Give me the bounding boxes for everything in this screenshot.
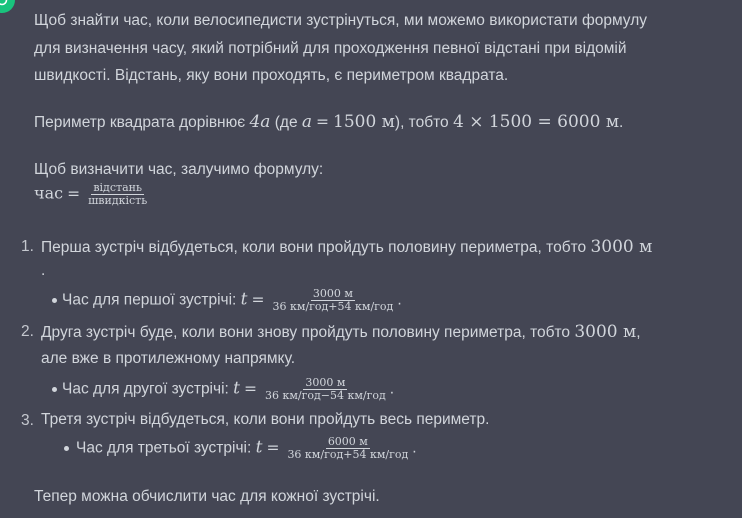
list-item-1 (41, 237, 652, 257)
bullet-dot (52, 298, 57, 303)
perimeter-suffix: . (619, 114, 624, 131)
perimeter-paren-open: (де (274, 114, 298, 131)
item-2-line2: але вже в протилежному напрямку. (41, 350, 295, 367)
formula-equals: = (67, 184, 81, 203)
item-2-value: 3000 м (574, 322, 637, 342)
sub-item-3-denominator: 36 км/год+54 км/год (287, 448, 409, 461)
sub-item-1-label: Час для першої зустрічі: (62, 291, 237, 309)
sub-item-1-end: . (397, 291, 402, 309)
bullet-dot (52, 387, 57, 392)
sub-item-1 (62, 288, 402, 313)
openai-logo-icon (0, 0, 9, 7)
item-2-text: Друга зустріч буде, коли вони знову пройдуть половину периметра, тобто (41, 324, 571, 341)
list-marker-2: 2. (21, 323, 34, 340)
list-marker-1: 1. (21, 238, 34, 255)
sub-item-3-numerator: 6000 м (327, 435, 368, 448)
formula-intro: Щоб визначити час, залучимо формулу: (34, 161, 324, 178)
sub-item-2 (62, 377, 394, 402)
item-1-trail: . (41, 262, 46, 279)
outro-paragraph: Тепер можна обчислити час для кожної зустрічі. (34, 488, 380, 505)
sub-item-1-eq: = (251, 290, 265, 309)
sub-item-2-fraction (263, 377, 388, 402)
perimeter-line (34, 112, 623, 132)
perimeter-paren-close: ), тобто (394, 114, 449, 131)
sub-item-1-numerator: 3000 м (312, 287, 353, 300)
perimeter-calculation: 4 × 1500 = 6000 м (452, 112, 620, 132)
bullet-dot (64, 446, 69, 451)
sub-item-3 (76, 436, 417, 461)
sub-item-1-fraction (271, 288, 396, 313)
formula-lhs: час (34, 183, 64, 203)
formula-fraction (86, 182, 149, 207)
a-value: 1500 м (333, 112, 395, 132)
assistant-avatar-icon (0, 0, 15, 13)
perimeter-prefix: Периметр квадрата дорівнює (34, 114, 246, 131)
time-formula (34, 182, 151, 207)
item-3-text: Третя зустріч відбудеться, коли вони пройдуть весь периметр. (41, 411, 490, 428)
sub-item-3-end: . (412, 439, 417, 457)
sub-item-1-var: t (240, 289, 248, 310)
sub-item-2-var: t (233, 378, 240, 399)
intro-paragraph: Щоб знайти час, коли велосипедисти зустрінуться, ми можемо використати формулу для визначення часу, який потрібний для проходження певної відстані при відомій швидкості. Відстань, яку вони проходять, є периметром квадрата. (34, 12, 647, 84)
sub-item-2-denominator: 36 км/год−54 км/год (265, 389, 386, 402)
sub-item-2-eq: = (244, 379, 257, 398)
sub-item-3-var: t (255, 437, 263, 458)
item-2-trail: , (636, 324, 641, 341)
list-item-2 (41, 322, 641, 342)
equals-sign: = (316, 113, 330, 131)
sub-item-3-eq: = (266, 438, 280, 457)
item-1-text: Перша зустріч відбудеться, коли вони пройдуть половину периметра, тобто (41, 239, 587, 256)
sub-item-3-label: Час для третьої зустрічі: (76, 439, 252, 457)
formula-numerator: відстань (93, 181, 142, 194)
list-marker-3: 3. (21, 412, 34, 429)
perimeter-expr: 4a (249, 112, 271, 132)
sub-item-2-end: . (389, 380, 395, 398)
sub-item-2-label: Час для другої зустрічі: (62, 380, 229, 398)
sub-item-1-denominator: 36 км/год+54 км/год (272, 300, 394, 313)
item-1-value: 3000 м (590, 237, 653, 257)
list-item-3 (41, 411, 489, 429)
a-variable: a (301, 112, 313, 132)
sub-item-3-fraction (285, 436, 410, 461)
formula-denominator: швидкість (88, 194, 148, 207)
sub-item-2-numerator: 3000 м (305, 376, 346, 389)
